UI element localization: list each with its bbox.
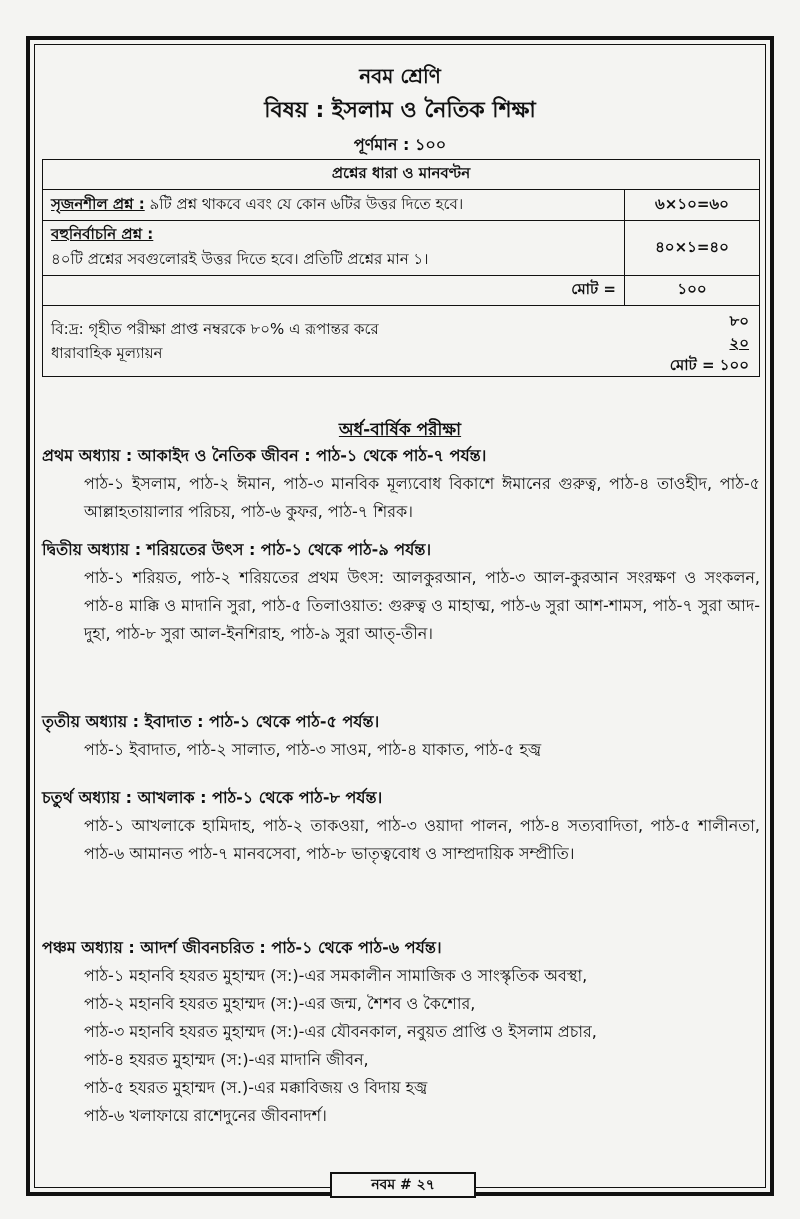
mcq-cell — [43, 221, 625, 276]
note-line-2: ধারাবাহিক মূল্যায়ন — [51, 344, 163, 362]
table-title: প্রশ্নের ধারা ও মানবণ্টন — [43, 160, 760, 190]
note-row — [43, 306, 760, 377]
lesson-line: পাঠ-৩ মহানবি হযরত মুহাম্মদ (স:)-এর যৌবনকাল, নবুয়ত প্রাপ্তি ও ইসলাম প্রচার, — [84, 1022, 597, 1041]
table-header-row — [43, 160, 760, 190]
note-line-1: বি:দ্র: গৃহীত পরীক্ষা প্রাপ্ত নম্বরকে ৮০% এ রূপান্তর করে — [51, 320, 379, 338]
marks-distribution-table — [42, 159, 760, 377]
class-name: নবম শ্রেণি — [359, 64, 441, 88]
mcq-marks: ৪০×১=৪০ — [625, 221, 760, 276]
chapter-heading: দ্বিতীয় অধ্যায় : শরিয়তের উৎস : পাঠ-১ থেকে পাঠ-৯ পর্যন্ত। — [42, 540, 432, 559]
total-label: মোট = — [43, 276, 625, 306]
total-row — [43, 276, 760, 306]
chapter-content: পাঠ-১ আখলাকে হামিদাহ, পাঠ-২ তাকওয়া, পাঠ-৩ ওয়াদা পালন, পাঠ-৪ সত্যবাদিতা, পাঠ-৫ শালীনতা, পাঠ-৬ আমানত পাঠ-৭ মানবসেবা, পাঠ-৮ ভাতৃত্ববোধ ও সাম্প্রদায়িক সম্প্রীতি। — [84, 816, 760, 863]
page-footer: নবম # ২৭ — [330, 1172, 476, 1198]
chapter-heading: পঞ্চম অধ্যায় : আদর্শ জীবনচরিত : পাঠ-১ থেকে পাঠ-৬ পর্যন্ত। — [42, 938, 442, 957]
creative-marks: ৬×১০=৬০ — [625, 190, 760, 221]
chapter-1 — [42, 442, 760, 526]
total-value: ১০০ — [625, 276, 760, 306]
chapter-heading: তৃতীয় অধ্যায় : ইবাদাত : পাঠ-১ থেকে পাঠ-৫ পর্যন্ত। — [42, 712, 380, 731]
creative-row — [43, 190, 760, 221]
chapter-2 — [42, 536, 760, 648]
chapter-heading: প্রথম অধ্যায় : আকাইদ ও নৈতিক জীবন : পাঠ-১ থেকে পাঠ-৭ পর্যন্ত। — [42, 446, 487, 465]
full-marks: পূর্ণমান : ১০০ — [353, 135, 447, 154]
lesson-line: পাঠ-১ মহানবি হযরত মুহাম্মদ (স:)-এর সমকালীন সামাজিক ও সাংস্কৃতিক অবস্থা, — [84, 966, 588, 985]
chapter-content: পাঠ-১ শরিয়ত, পাঠ-২ শরিয়তের প্রথম উৎস: আলকুরআন, পাঠ-৩ আল-কুরআন সংরক্ষণ ও সংকলন, পাঠ-৪ মাক্কি ও মাদানি সুরা, পাঠ-৫ তিলাওয়াত: গুরুত্ব ও মাহাত্ম, পাঠ-৬ সুরা আশ-শামস, পাঠ-৭ সুরা আদ-দুহা, পাঠ-৮ সুরা আল-ইনশিরাহ, পাঠ-৯ সুরা আত্-তীন। — [84, 568, 760, 643]
mcq-row — [43, 221, 760, 276]
lesson-line: পাঠ-২ মহানবি হযরত মুহাম্মদ (স:)-এর জন্ম, শৈশব ও কৈশোর, — [84, 994, 476, 1013]
creative-text: ৯টি প্রশ্ন থাকবে এবং যে কোন ৬টির উত্তর দিতে হবে। — [144, 194, 464, 213]
note-values — [670, 310, 749, 376]
subject-title: বিষয় : ইসলাম ও নৈতিক শিক্ষা — [264, 98, 536, 123]
chapter-4 — [42, 784, 760, 868]
chapter-content: পাঠ-১ ইসলাম, পাঠ-২ ঈমান, পাঠ-৩ মানবিক মূল্যবোধ বিকাশে ঈমানের গুরুত্ব, পাঠ-৪ তাওহীদ, পাঠ-৫ আল্লাহতায়ালার পরিচয়, পাঠ-৬ কুফর, পাঠ-৭ শিরক। — [84, 474, 760, 521]
lesson-line: পাঠ-৬ খলাফায়ে রাশেদুনের জীবনাদর্শ। — [84, 1106, 327, 1125]
note-cell — [43, 306, 760, 377]
chapter-5 — [42, 934, 760, 1130]
lesson-line: পাঠ-৪ হযরত মুহাম্মদ (স:)-এর মাদানি জীবন, — [84, 1050, 369, 1069]
chapter-content: পাঠ-১ ইবাদাত, পাঠ-২ সালাত, পাঠ-৩ সাওম, পাঠ-৪ যাকাত, পাঠ-৫ হজ্ব — [84, 740, 542, 759]
lesson-line: পাঠ-৫ হযরত মুহাম্মদ (স.)-এর মক্কাবিজয় ও বিদায় হজ্ব — [84, 1078, 428, 1097]
note-value-exam: ৮০ — [729, 312, 749, 330]
note-value-continuous: ২০ — [729, 334, 749, 352]
chapter-heading: চতুর্থ অধ্যায় : আখলাক : পাঠ-১ থেকে পাঠ-৮ পর্যন্ত। — [42, 788, 383, 807]
exam-title: অর্ধ-বার্ষিক পরীক্ষা — [338, 420, 462, 440]
creative-label: সৃজনশীল প্রশ্ন : — [51, 194, 145, 213]
creative-cell — [43, 190, 625, 221]
chapter-3 — [42, 708, 760, 764]
note-total: মোট = ১০০ — [669, 356, 749, 374]
mcq-text: ৪০টি প্রশ্নের সবগুলোরই উত্তর দিতে হবে। প্রতিটি প্রশ্নের মান ১। — [51, 250, 429, 268]
mcq-label: বহুনির্বাচনি প্রশ্ন : — [51, 225, 154, 243]
